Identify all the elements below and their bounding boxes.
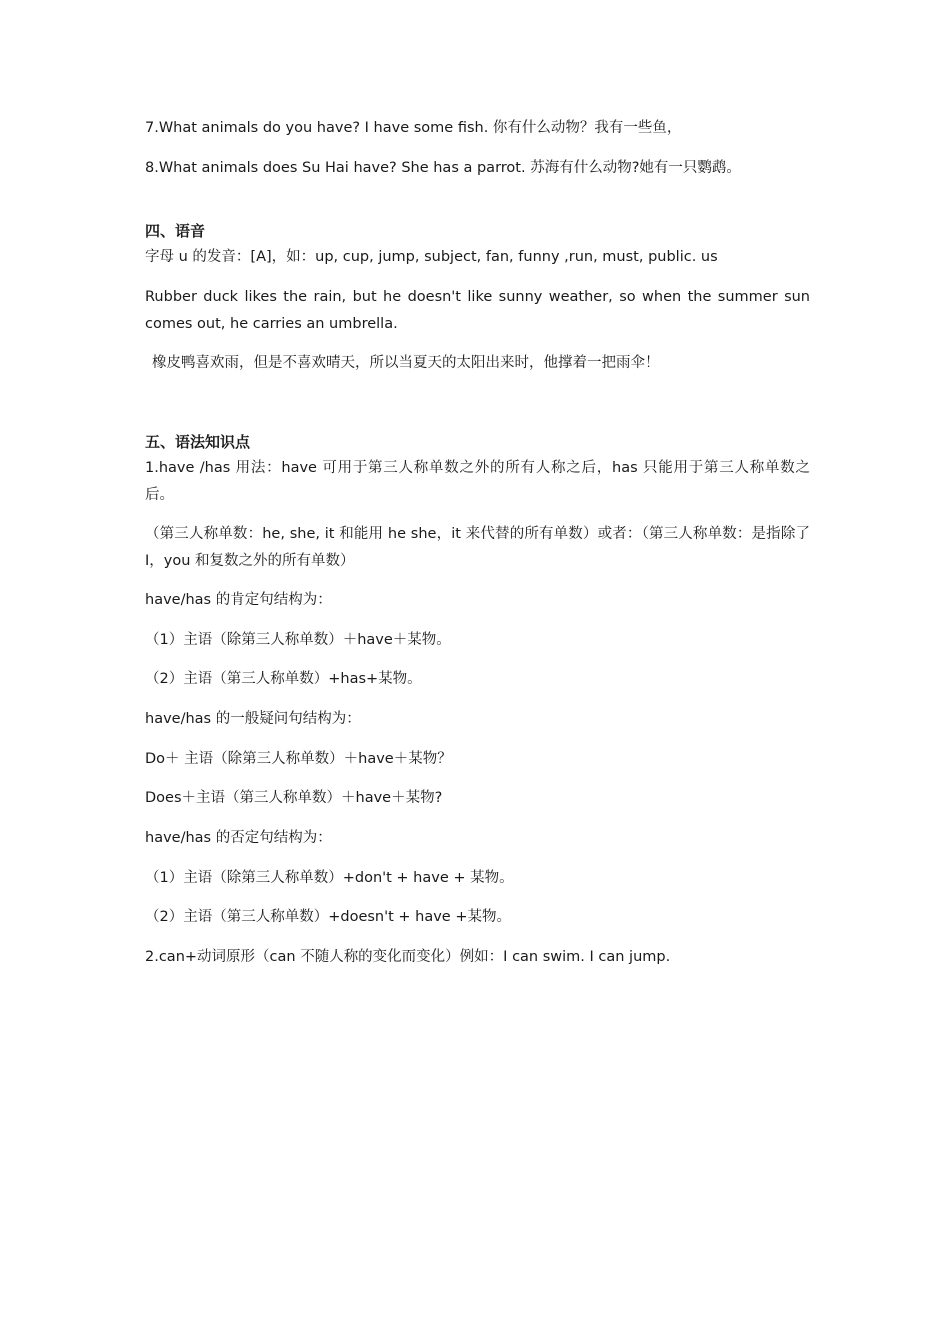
negative-rule-2: （2）主语（第三人称单数）+doesn't + have +某物。 [145,909,511,925]
third-person-singular-note: （第三人称单数：he, she, it 和能用 he she，it 来代替的所有单数）或者：（第三人称单数：是指除了 I，you 和复数之外的所有单数） [145,526,810,569]
can-rule: 2.can+动词原形（can 不随人称的变化而变化）例如：I can swim. I can jump. [145,949,671,965]
sentence-8: 8.What animals does Su Hai have? She has a parrot. 苏海有什么动物?她有一只鹦鹉。 [145,160,741,176]
negative-title: have/has 的否定句结构为： [145,830,332,846]
rhyme-english: Rubber duck likes the rain, but he doesn't like sunny weather, so when the summer sun comes out, he carries an umbrella. [145,289,810,332]
have-has-usage: 1.have /has 用法：have 可用于第三人称单数之外的所有人称之后，has 只能用于第三人称单数之后。 [145,460,810,503]
question-title: have/has 的一般疑问句结构为： [145,711,361,727]
section-4-heading: 四、语音 [145,222,206,240]
affirmative-rule-1: （1）主语（除第三人称单数）＋have＋某物。 [145,632,451,648]
question-rule-2: Does＋主语（第三人称单数）＋have＋某物? [145,790,443,806]
negative-rule-1: （1）主语（除第三人称单数）+don't + have + 某物。 [145,870,514,886]
letter-u-pronunciation: 字母 u 的发音：[A]，如：up, cup, jump, subject, fan, funny ,run, must, public. us [145,249,718,265]
affirmative-rule-2: （2）主语（第三人称单数）+has+某物。 [145,671,422,687]
rhyme-chinese: 橡皮鸭喜欢雨，但是不喜欢晴天，所以当夏天的太阳出来时，他撑着一把雨伞！ [152,355,660,371]
sentence-7: 7.What animals do you have? I have some fish. 你有什么动物？我有一些鱼， [145,120,682,136]
question-rule-1: Do＋ 主语（除第三人称单数）＋have＋某物？ [145,751,452,767]
affirmative-title: have/has 的肯定句结构为： [145,592,332,608]
section-5-heading: 五、语法知识点 [145,433,251,451]
